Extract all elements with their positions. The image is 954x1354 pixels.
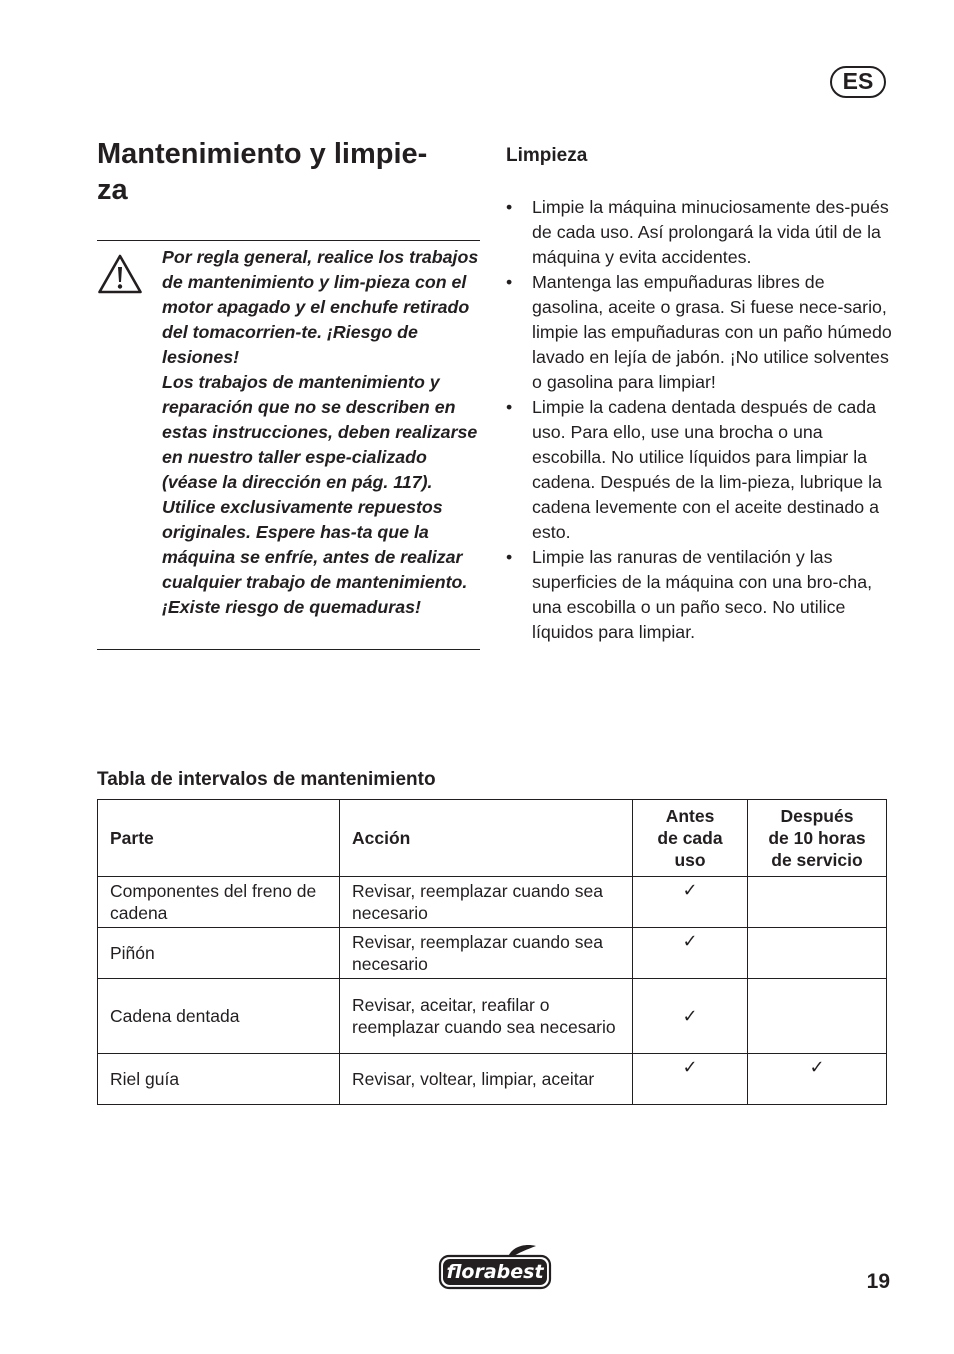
cell-action: Revisar, reemplazar cuando sea necesario bbox=[340, 928, 633, 979]
header-action: Acción bbox=[340, 800, 633, 877]
cell-part: Piñón bbox=[98, 928, 340, 979]
warning-text bbox=[162, 245, 480, 620]
header-before-each-use: Antes de cada uso bbox=[633, 800, 748, 877]
cleaning-list bbox=[506, 195, 892, 645]
list-item-text: Limpie la cadena dentada después de cada uso. Para ello, use una brocha o una escobilla. No utilice líquidos para limpiar la cadena. Después de la lim-pieza, lubrique la cadena levemente con el aceite destinado a esto. bbox=[532, 397, 882, 542]
section-title: Mantenimiento y limpie- za bbox=[97, 138, 428, 206]
cell-part: Riel guía bbox=[98, 1054, 340, 1105]
list-item-text: Limpie las ranuras de ventilación y las superficies de la máquina con una bro-cha, una escobilla o un paño seco. No utilice líquidos para limpiar. bbox=[532, 547, 873, 642]
language-badge: ES bbox=[830, 66, 886, 98]
warning-triangle-icon bbox=[97, 253, 143, 295]
cell-before bbox=[633, 1054, 748, 1105]
cell-action: Revisar, aceitar, reafilar o reemplazar cuando sea necesario bbox=[340, 979, 633, 1054]
check-mark-icon: ✓ bbox=[682, 931, 698, 951]
cell-part: Componentes del freno de cadena bbox=[98, 877, 340, 928]
table-row bbox=[98, 979, 887, 1054]
warning-box bbox=[97, 240, 480, 650]
warning-paragraph: Por regla general, realice los trabajos de mantenimiento y lim-pieza con el motor apagado y el enchufe retirado del tomacorrien-te. ¡Riesgo de lesiones! bbox=[162, 247, 479, 367]
maintenance-table bbox=[97, 799, 887, 1105]
list-item bbox=[506, 545, 892, 645]
brand-name: florabest bbox=[446, 1261, 544, 1283]
table-title: Tabla de intervalos de mantenimiento bbox=[97, 769, 436, 790]
bullet: • bbox=[506, 272, 513, 292]
cleaning-title: Limpieza bbox=[506, 145, 588, 166]
list-item bbox=[506, 195, 892, 270]
florabest-logo bbox=[438, 1244, 552, 1290]
check-mark-icon: ✓ bbox=[809, 1057, 825, 1077]
list-item-text: Mantenga las empuñaduras libres de gasolina, aceite o grasa. Si fuese nece-sario, limpie las empuñaduras con un paño húmedo lavado en lejía de jabón. ¡No utilice solventes o gasolina para limpiar! bbox=[532, 272, 892, 392]
list-item bbox=[506, 270, 892, 395]
check-mark-icon: ✓ bbox=[682, 880, 698, 900]
cell-before bbox=[633, 877, 748, 928]
list-item-text: Limpie la máquina minuciosamente des-pués de cada uso. Así prolongará la vida útil de la máquina y evita accidentes. bbox=[532, 197, 889, 267]
warning-paragraph: Los trabajos de mantenimiento y reparación que no se describen en estas instrucciones, deben realizarse en nuestro taller espe-cializado (véase la dirección en pág. 117). Utilice exclusivamente repuestos originales. Espere has-ta que la máquina se enfríe, antes de realizar cualquier trabajo de mantenimiento. ¡Existe riesgo de quemaduras! bbox=[162, 372, 478, 617]
cell-action: Revisar, reemplazar cuando sea necesario bbox=[340, 877, 633, 928]
bullet: • bbox=[506, 397, 513, 417]
cell-part: Cadena dentada bbox=[98, 979, 340, 1054]
cell-after bbox=[748, 1054, 887, 1105]
cell-after bbox=[748, 928, 887, 979]
table-header-row bbox=[98, 800, 887, 877]
cell-action: Revisar, voltear, limpiar, aceitar bbox=[340, 1054, 633, 1105]
cell-before bbox=[633, 979, 748, 1054]
header-after-10-hours: Después de 10 horas de servicio bbox=[748, 800, 887, 877]
check-mark-icon: ✓ bbox=[682, 1057, 698, 1077]
list-item bbox=[506, 395, 892, 545]
table-row bbox=[98, 928, 887, 979]
cell-after bbox=[748, 979, 887, 1054]
bullet: • bbox=[506, 197, 513, 217]
page-number: 19 bbox=[866, 1270, 890, 1293]
bullet: • bbox=[506, 547, 513, 567]
cell-after bbox=[748, 877, 887, 928]
cell-before bbox=[633, 928, 748, 979]
header-part: Parte bbox=[98, 800, 340, 877]
table-row bbox=[98, 877, 887, 928]
table-row bbox=[98, 1054, 887, 1105]
check-mark-icon: ✓ bbox=[682, 1006, 698, 1026]
